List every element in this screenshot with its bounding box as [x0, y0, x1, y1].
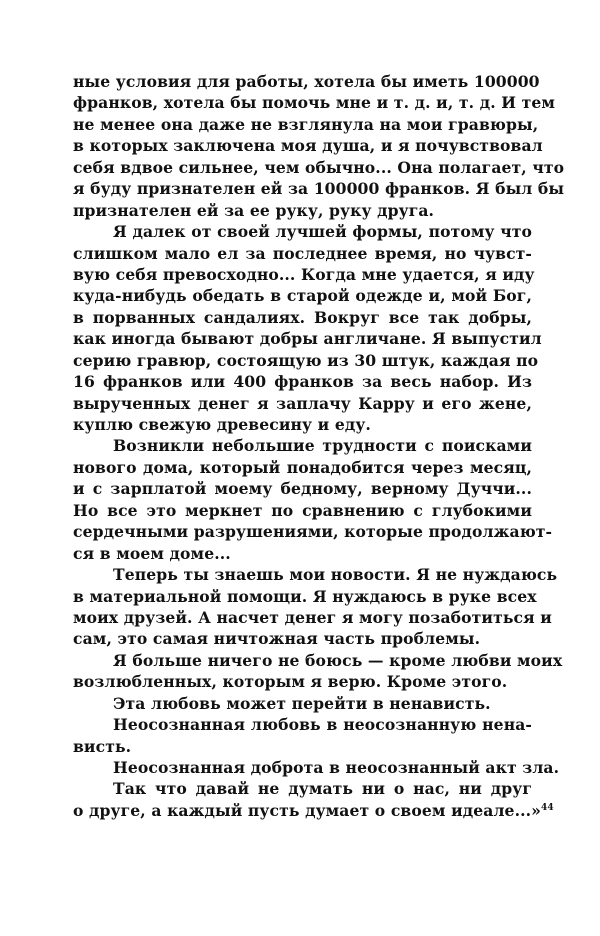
text-line: слишком мало ел за последнее время, но чувст- [73, 243, 532, 263]
text-line: в порванных сандалиях. Вокруг все так добры, [73, 307, 532, 327]
text-line: Я далек от своей лучшей формы, потому что [113, 222, 532, 242]
text-line: Я больше ничего не боюсь — кроме любви моих [113, 650, 563, 670]
text-line: куплю свежую древесину и еду. [73, 415, 371, 434]
text-line: признателен ей за ее руку, руку друга. [73, 200, 435, 220]
text-line: о друге, а каждый пусть думает о своем идеале...» [73, 800, 541, 820]
text-line: висть. [73, 736, 132, 756]
paragraph [73, 564, 558, 650]
text-line: я буду признателен ей за 100000 франков. Я был бы [73, 179, 565, 199]
text-line: себя вдвое сильнее, чем обычно... Она полагает, что [73, 157, 565, 177]
text-line: Неосознанная любовь в неосознанную нена- [113, 715, 532, 735]
text-line: возлюбленных, которым я верю. Кроме этого. [73, 672, 508, 692]
paragraph [73, 757, 560, 778]
text-line: сердечными разрушениями, которые продолжают- [73, 522, 553, 542]
text-line: не менее она даже не взглянула на мои гравюры, [73, 114, 539, 134]
paragraph [73, 221, 542, 435]
text-line: моих друзей. А насчет денег я могу позаботиться и [73, 607, 552, 627]
book-page-text [73, 71, 565, 821]
text-line: сам, это самая ничтожная часть проблемы. [73, 629, 481, 649]
footnote-ref: 44 [541, 802, 554, 813]
text-line: куда-нибудь обедать в старой одежде и, мой Бог, [73, 286, 532, 306]
paragraph [73, 693, 532, 714]
text-line: как иногда бывают добры англичане. Я выпустил [73, 329, 542, 349]
text-line: в материальной помощи. Я нуждаюсь в руке всех [73, 586, 537, 606]
text-line: Эта любовь может перейти в ненависть. [113, 693, 491, 713]
text-line: ся в моем доме... [73, 543, 231, 563]
text-line: серию гравюр, состоящую из 30 штук, каждая по [73, 350, 539, 370]
text-line: Но все это меркнет по сравнению с глубокими [73, 500, 532, 520]
text-line: Теперь ты знаешь мои новости. Я не нуждаюсь [113, 565, 558, 585]
text-line: вую себя превосходно... Когда мне удается, я иду [73, 264, 535, 284]
paragraph [73, 650, 563, 693]
text-line: и с зарплатой моему бедному, верному Дуччи... [73, 479, 532, 499]
text-line-with-footnote [73, 800, 554, 821]
text-line: вырученных денег я заплачу Карру и его жене, [73, 393, 532, 413]
paragraph [73, 714, 532, 757]
text-line: франков, хотела бы помочь мне и т. д. и, т. д. И тем [73, 93, 556, 113]
paragraph [73, 71, 565, 221]
text-line: Так что давай не думать ни о нас, ни друг [113, 779, 532, 799]
text-line: Неосознанная доброта в неосознанный акт зла. [113, 758, 560, 777]
text-line: нового дома, который понадобится через месяц, [73, 457, 532, 477]
paragraph [73, 778, 554, 821]
text-line: 16 франков или 400 франков за весь набор. Из [73, 372, 532, 392]
paragraph [73, 435, 553, 564]
text-line: в которых заключена моя душа, и я почувствовал [73, 136, 543, 156]
text-line: Возникли небольшие трудности с поисками [113, 436, 532, 456]
text-line: ные условия для работы, хотела бы иметь 100000 [73, 72, 540, 91]
